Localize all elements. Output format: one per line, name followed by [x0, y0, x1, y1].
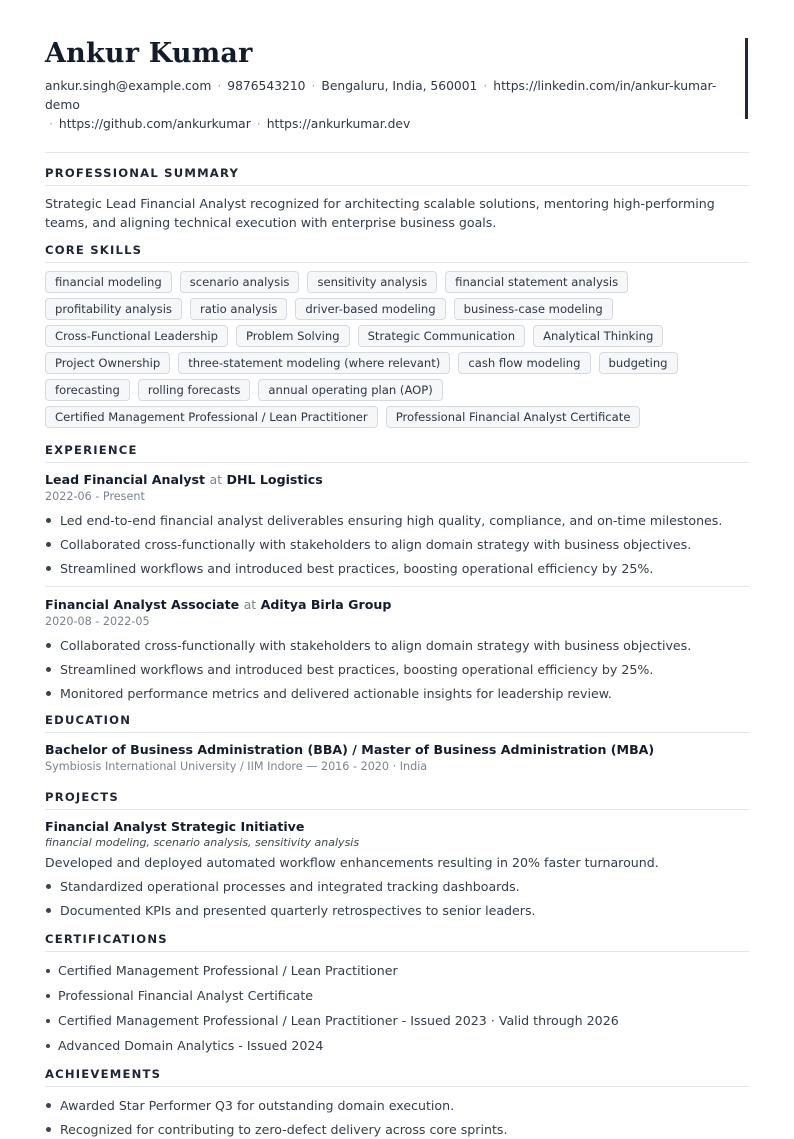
skill-chip: annual operating plan (AOP) [258, 379, 442, 401]
skills-section [45, 243, 749, 428]
projects-section [45, 790, 749, 920]
contact-phone: 9876543210 [227, 79, 306, 93]
header-accent-bar [745, 38, 748, 119]
list-item: Monitored performance metrics and delivered actionable insights for leadership review. [45, 685, 749, 703]
section-title-education: EDUCATION [45, 713, 749, 733]
summary-text: Strategic Lead Financial Analyst recognized for architecting scalable solutions, mentoring high-performing teams, and aligning technical execution with enterprise business goals. [45, 196, 715, 230]
job-title-line: Lead Financial Analyst at DHL Logistics [45, 472, 323, 487]
skill-chip: scenario analysis [180, 271, 300, 293]
header-divider [45, 152, 749, 153]
skill-chip: business-case modeling [454, 298, 613, 320]
project-description: Developed and deployed automated workflow enhancements resulting in 20% faster turnaround. [45, 855, 659, 870]
certifications-list [45, 962, 749, 1055]
section-title-skills: CORE SKILLS [45, 243, 749, 263]
list-item: Awarded Star Performer Q3 for outstanding domain execution. [45, 1097, 749, 1115]
skill-chip: financial modeling [45, 271, 172, 293]
project-bullets [45, 878, 749, 920]
skill-chip: budgeting [599, 352, 678, 374]
candidate-name: Ankur Kumar [45, 38, 253, 69]
list-item: Collaborated cross-functionally with stakeholders to align domain strategy with business objectives. [45, 637, 749, 655]
skill-chip: sensitivity analysis [307, 271, 437, 293]
list-item: Led end-to-end financial analyst deliverables ensuring high quality, compliance, and on-time milestones. [45, 512, 749, 530]
contact-line: ankur.singh@example.com · 9876543210 · Bengaluru, India, 560001 · https://linkedin.com/in/ankur-kumar-demo · https://github.com/ankurkumar · https://ankurkumar.dev [45, 79, 717, 131]
list-item: Streamlined workflows and introduced best practices, boosting operational efficiency by 25%. [45, 661, 749, 679]
list-item: Collaborated cross-functionally with stakeholders to align domain strategy with business objectives. [45, 536, 749, 554]
list-item: Streamlined workflows and introduced best practices, boosting operational efficiency by 25%. [45, 560, 749, 578]
certifications-section [45, 932, 749, 1055]
list-item: Professional Financial Analyst Certificate [45, 987, 749, 1005]
section-title-certifications: CERTIFICATIONS [45, 932, 749, 952]
skill-chip: forecasting [45, 379, 130, 401]
skill-chip: cash flow modeling [458, 352, 590, 374]
experience-entry [45, 596, 749, 703]
skill-chip: profitability analysis [45, 298, 182, 320]
list-item: Certified Management Professional / Lean Practitioner - Issued 2023 · Valid through 2026 [45, 1012, 749, 1030]
achievements-list [45, 1097, 749, 1139]
job-title: Lead Financial Analyst [45, 472, 206, 487]
job-bullets [45, 637, 749, 703]
contact-email[interactable]: ankur.singh@example.com [45, 79, 212, 93]
contact-linkedin-link[interactable]: https://linkedin.com/in/ankur-kumar-demo [45, 79, 717, 112]
education-degree: Bachelor of Business Administration (BBA) / Master of Business Administration (MBA) [45, 742, 655, 757]
job-title-line: Financial Analyst Associate at Aditya Birla Group [45, 597, 392, 612]
contact-website-link[interactable]: https://ankurkumar.dev [266, 117, 411, 131]
job-company: Aditya Birla Group [260, 597, 392, 612]
section-title-achievements: ACHIEVEMENTS [45, 1067, 749, 1087]
skill-chip: Problem Solving [236, 325, 350, 347]
list-item: Certified Management Professional / Lean Practitioner [45, 962, 749, 980]
job-title: Financial Analyst Associate [45, 597, 240, 612]
skill-chip: three-statement modeling (where relevant) [178, 352, 450, 374]
skill-chip: Professional Financial Analyst Certificate [386, 406, 641, 428]
skill-chip: financial statement analysis [445, 271, 628, 293]
summary-section [45, 166, 749, 232]
skill-chip: rolling forecasts [138, 379, 251, 401]
list-item: Documented KPIs and presented quarterly retrospectives to senior leaders. [45, 902, 749, 920]
skill-chip: Analytical Thinking [533, 325, 663, 347]
education-section [45, 713, 749, 775]
job-company: DHL Logistics [226, 472, 323, 487]
skill-chip: ratio analysis [190, 298, 287, 320]
achievements-section [45, 1067, 749, 1139]
skill-chip: Strategic Communication [358, 325, 525, 347]
job-dates: 2022-06 - Present [45, 490, 145, 503]
project-title: Financial Analyst Strategic Initiative [45, 819, 305, 834]
list-item: Standardized operational processes and integrated tracking dashboards. [45, 878, 749, 896]
job-bullets [45, 512, 749, 578]
skill-chip: driver-based modeling [295, 298, 445, 320]
education-details: Symbiosis International University / IIM Indore — 2016 - 2020 · India [45, 760, 428, 773]
contact-location: Bengaluru, India, 560001 [321, 79, 478, 93]
section-title-experience: EXPERIENCE [45, 443, 749, 463]
experience-entry [45, 471, 749, 578]
contact-github-link[interactable]: https://github.com/ankurkumar [58, 117, 251, 131]
section-title-projects: PROJECTS [45, 790, 749, 810]
project-tags: financial modeling, scenario analysis, sensitivity analysis [45, 836, 360, 849]
job-dates: 2020-08 - 2022-05 [45, 615, 150, 628]
section-title-summary: PROFESSIONAL SUMMARY [45, 166, 749, 186]
skills-chip-list [45, 271, 749, 428]
list-item: Advanced Domain Analytics - Issued 2024 [45, 1037, 749, 1055]
experience-section [45, 443, 749, 703]
skill-chip: Cross-Functional Leadership [45, 325, 228, 347]
skill-chip: Certified Management Professional / Lean Practitioner [45, 406, 378, 428]
job-divider [45, 586, 749, 587]
list-item: Recognized for contributing to zero-defect delivery across core sprints. [45, 1121, 749, 1139]
skill-chip: Project Ownership [45, 352, 170, 374]
